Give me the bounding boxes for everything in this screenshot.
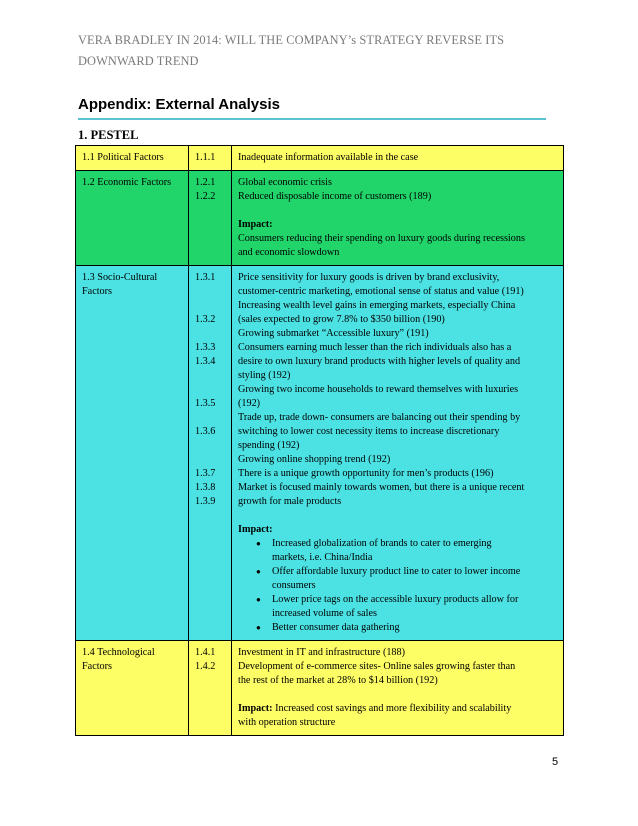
- impact-bullet: [258, 593, 557, 621]
- description-cell: [232, 266, 564, 641]
- code-cell: [189, 146, 232, 171]
- code: [195, 383, 225, 397]
- factor-label: 1.2 Economic Factors: [82, 177, 172, 188]
- code: 1.3.2: [195, 314, 216, 325]
- description-line: Price sensitivity for luxury goods is driven by brand exclusivity,: [238, 272, 500, 283]
- section-heading: 1. PESTEL: [78, 128, 139, 142]
- bullet-text: ● Lower price tags on the accessible luxury products allow for: [272, 594, 519, 605]
- bullet-text: ● Offer affordable luxury product line to cater to lower income: [272, 566, 521, 577]
- impact-label: Impact:: [238, 219, 273, 230]
- code: [195, 439, 225, 453]
- code-cell: [189, 266, 232, 641]
- table-row-economic: [76, 171, 564, 266]
- code: 1.3.1: [195, 272, 216, 283]
- description-cell: [232, 146, 564, 171]
- description-line: Growing two income households to reward themselves with luxuries: [238, 384, 519, 395]
- description-cell: [232, 171, 564, 266]
- code: 1.3.7: [195, 468, 216, 479]
- code: 1.2.2: [195, 191, 216, 202]
- code: [195, 299, 225, 313]
- description-line: There is a unique growth opportunity for men’s products (196): [238, 468, 494, 479]
- description-line: (192): [238, 398, 261, 409]
- description-line: Trade up, trade down- consumers are balancing out their spending by: [238, 412, 521, 423]
- code: 1.4.1: [195, 647, 216, 658]
- impact-line: Consumers reducing their spending on luxury goods during recessions: [238, 233, 525, 244]
- code: [195, 369, 225, 383]
- running-header: [78, 30, 558, 72]
- title-underline: [78, 118, 546, 120]
- code: 1.3.4: [195, 356, 216, 367]
- impact-bullet-list: [238, 537, 557, 635]
- page-number: 5: [552, 756, 559, 768]
- description-line: Inadequate information available in the case: [238, 152, 419, 163]
- code: [195, 327, 225, 341]
- description-line: Global economic crisis: [238, 177, 332, 188]
- description-line: desire to own luxury brand products with higher levels of quality and: [238, 356, 521, 367]
- description-cell: [232, 641, 564, 736]
- header-line-2: DOWNWARD TREND: [78, 54, 199, 68]
- factor-label: 1.1 Political Factors: [82, 152, 164, 163]
- description-line: Growing submarket “Accessible luxury” (191): [238, 328, 429, 339]
- bullet-text: increased volume of sales: [272, 608, 377, 619]
- bullet-text: ● Increased globalization of brands to cater to emerging: [272, 538, 492, 549]
- code: 1.3.6: [195, 426, 216, 437]
- code: 1.3.5: [195, 398, 216, 409]
- factor-cell: [76, 641, 189, 736]
- code: [195, 453, 225, 467]
- description-line: the rest of the market at 28% to $14 billion (192): [238, 675, 438, 686]
- code: [195, 285, 225, 299]
- description-line: Market is focused mainly towards women, but there is a unique recent: [238, 482, 525, 493]
- description-line: spending (192): [238, 440, 300, 451]
- table-row-socio-cultural: [76, 266, 564, 641]
- description-line: Growing online shopping trend (192): [238, 454, 391, 465]
- table-row-technological: [76, 641, 564, 736]
- bullet-text: markets, i.e. China/India: [272, 552, 373, 563]
- description-line: Investment in IT and infrastructure (188): [238, 647, 406, 658]
- factor-label: 1.3 Socio-Cultural: [82, 272, 158, 283]
- description-line: Increasing wealth level gains in emerging markets, especially China: [238, 300, 516, 311]
- factor-label: Factors: [82, 286, 112, 297]
- factor-cell: [76, 146, 189, 171]
- description-line: (sales expected to grow 7.8% to $350 billion (190): [238, 314, 445, 325]
- spacer: [238, 688, 557, 702]
- code: [195, 411, 225, 425]
- impact-bullet: [258, 565, 557, 593]
- impact-line: with operation structure: [238, 717, 336, 728]
- factor-cell: [76, 171, 189, 266]
- pestel-table: [75, 145, 564, 736]
- impact-text: Increased cost savings and more flexibility and scalability: [272, 703, 512, 714]
- factor-label: Factors: [82, 661, 112, 672]
- code: 1.1.1: [195, 152, 216, 163]
- impact-label: Impact:: [238, 524, 273, 535]
- factor-cell: [76, 266, 189, 641]
- impact-bullet: [258, 621, 557, 635]
- code: 1.4.2: [195, 661, 216, 672]
- page-title: Appendix: External Analysis: [78, 96, 281, 113]
- table-row-political: [76, 146, 564, 171]
- code: 1.3.9: [195, 496, 216, 507]
- code-cell: [189, 641, 232, 736]
- impact-line: [238, 702, 557, 716]
- description-line: switching to lower cost necessity items to increase discretionary: [238, 426, 500, 437]
- impact-bullet: [258, 537, 557, 565]
- code: 1.2.1: [195, 177, 216, 188]
- header-line-1: VERA BRADLEY IN 2014: WILL THE COMPANY’s STRATEGY REVERSE ITS: [78, 33, 505, 47]
- description-line: Reduced disposable income of customers (189): [238, 191, 432, 202]
- description-line: growth for male products: [238, 496, 342, 507]
- description-line: styling (192): [238, 370, 291, 381]
- spacer: [238, 509, 557, 523]
- impact-line: and economic slowdown: [238, 247, 340, 258]
- code-cell: [189, 171, 232, 266]
- description-line: Consumers earning much lesser than the rich individuals also has a: [238, 342, 512, 353]
- bullet-text: ● Better consumer data gathering: [272, 622, 400, 633]
- code: 1.3.3: [195, 342, 216, 353]
- factor-label: 1.4 Technological: [82, 647, 155, 658]
- spacer: [238, 204, 557, 218]
- impact-label: Impact:: [238, 703, 273, 714]
- description-line: customer-centric marketing, emotional sense of status and value (191): [238, 286, 524, 297]
- description-line: Development of e-commerce sites- Online sales growing faster than: [238, 661, 516, 672]
- code: 1.3.8: [195, 482, 216, 493]
- bullet-text: consumers: [272, 580, 316, 591]
